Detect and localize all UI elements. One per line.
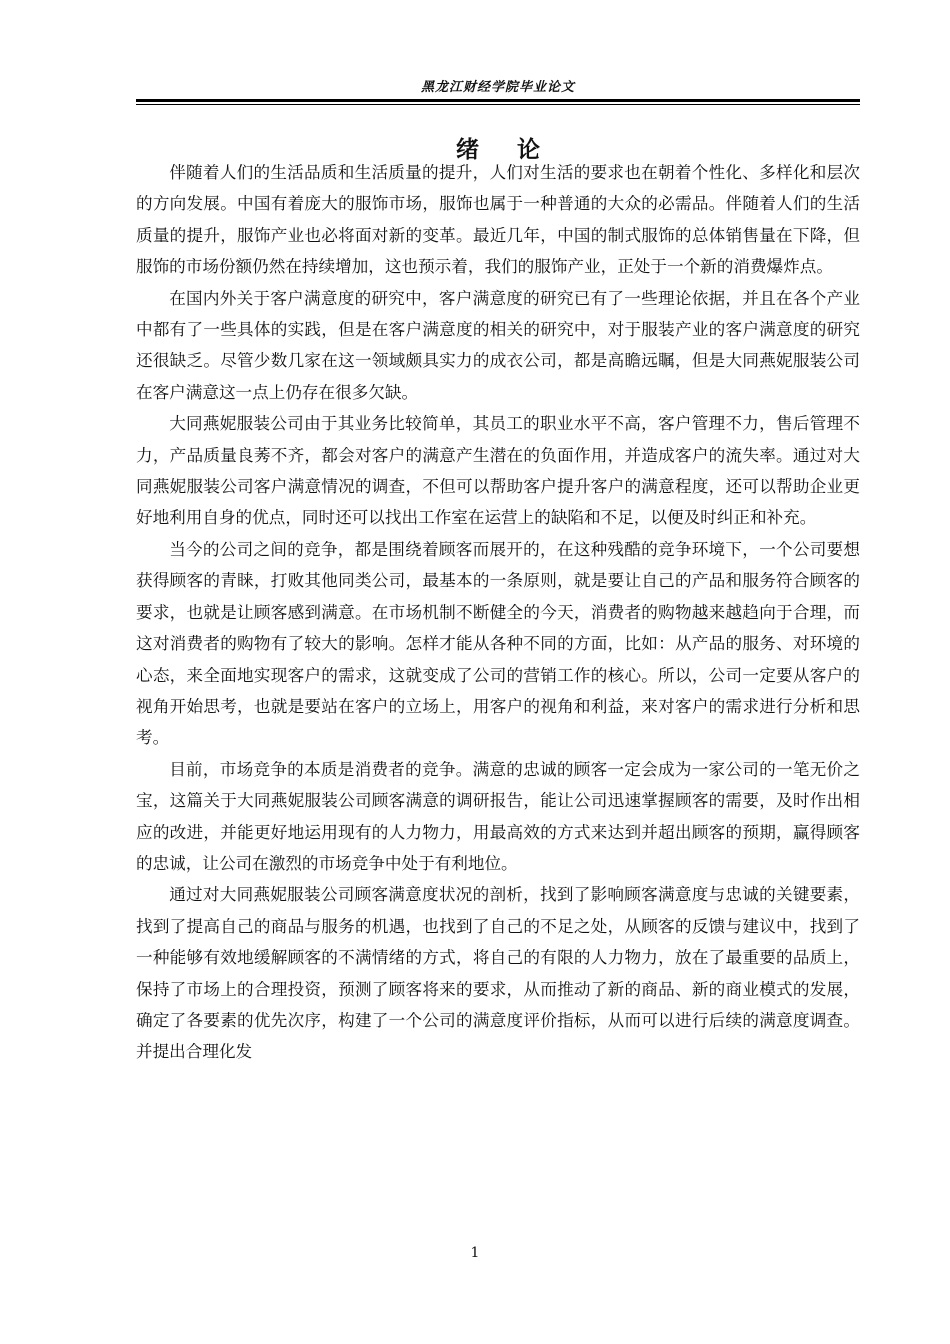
paragraph: 通过对大同燕妮服装公司顾客满意度状况的剖析，找到了影响顾客满意度与忠诚的关键要素，找到了提高自己的商品与服务的机遇，也找到了自己的不足之处，从顾客的反馈与建议中，找到了一种能够有效地缓解顾客的不满情绪的方式，将自己的有限的人力物力，放在了最重要的品质上，保持了市场上的合理投资，预测了顾客将来的要求，从而推动了新的商品、新的商业模式的发展，确定了各要素的优先次序，构建了一个公司的满意度评价指标，从而可以进行后续的满意度调查。并提出合理化发 [136, 885, 860, 1062]
paragraph: 在国内外关于客户满意度的研究中，客户满意度的研究已有了一些理论依据，并且在各个产业中都有了一些具体的实践，但是在客户满意度的相关的研究中，对于服装产业的客户满意度的研究还很缺乏。尽管少数几家在这一领域颇具实力的成衣公司，都是高瞻远瞩，但是大同燕妮服装公司在客户满意这一点上仍存在很多欠缺。 [136, 288, 860, 402]
running-header: 黑龙江财经学院毕业论文 [420, 80, 575, 95]
paragraph: 当今的公司之间的竞争，都是围绕着顾客而展开的，在这种残酷的竞争环境下，一个公司要想获得顾客的青睐，打败其他同类公司，最基本的一条原则，就是要让自己的产品和服务符合顾客的要求，也就是让顾客感到满意。在市场机制不断健全的今天，消费者的购物越来越趋向于合理，而这对消费者的购物有了较大的影响。怎样才能从各种不同的方面，比如：从产品的服务、对环境的心态，来全面地实现客户的需求，这就变成了公司的营销工作的核心。所以，公司一定要从客户的视角开始思考，也就是要站在客户的立场上，用客户的视角和利益，来对客户的需求进行分析和思考。 [136, 539, 860, 748]
body-text [136, 157, 860, 1068]
header-rule-thick [136, 99, 860, 102]
section-title: 绪论 [456, 136, 578, 163]
page-number: 1 [470, 1245, 480, 1261]
paragraph: 大同燕妮服装公司由于其业务比较简单，其员工的职业水平不高，客户管理不力，售后管理不力，产品质量良莠不齐，都会对客户的满意产生潜在的负面作用，并造成客户的流失率。通过对大同燕妮服装公司客户满意情况的调查，不但可以帮助客户提升客户的满意程度，还可以帮助企业更好地利用自身的优点，同时还可以找出工作室在运营上的缺陷和不足，以便及时纠正和补充。 [136, 414, 860, 528]
paragraph: 目前，市场竞争的本质是消费者的竞争。满意的忠诚的顾客一定会成为一家公司的一笔无价之宝，这篇关于大同燕妮服装公司顾客满意的调研报告，能让公司迅速掌握顾客的需要，及时作出相应的改进，并能更好地运用现有的人力物力，用最高效的方式来达到并超出顾客的预期，赢得顾客的忠诚，让公司在激烈的市场竞争中处于有利地位。 [136, 759, 860, 873]
paragraph: 伴随着人们的生活品质和生活质量的提升，人们对生活的要求也在朝着个性化、多样化和层次的方向发展。中国有着庞大的服饰市场，服饰也属于一种普通的大众的必需品。伴随着人们的生活质量的提升，服饰产业也必将面对新的变革。最近几年，中国的制式服饰的总体销售量在下降，但服饰的市场份额仍然在持续增加，这也预示着，我们的服饰产业，正处于一个新的消费爆炸点。 [136, 163, 860, 277]
header-rule-thin [136, 104, 860, 105]
